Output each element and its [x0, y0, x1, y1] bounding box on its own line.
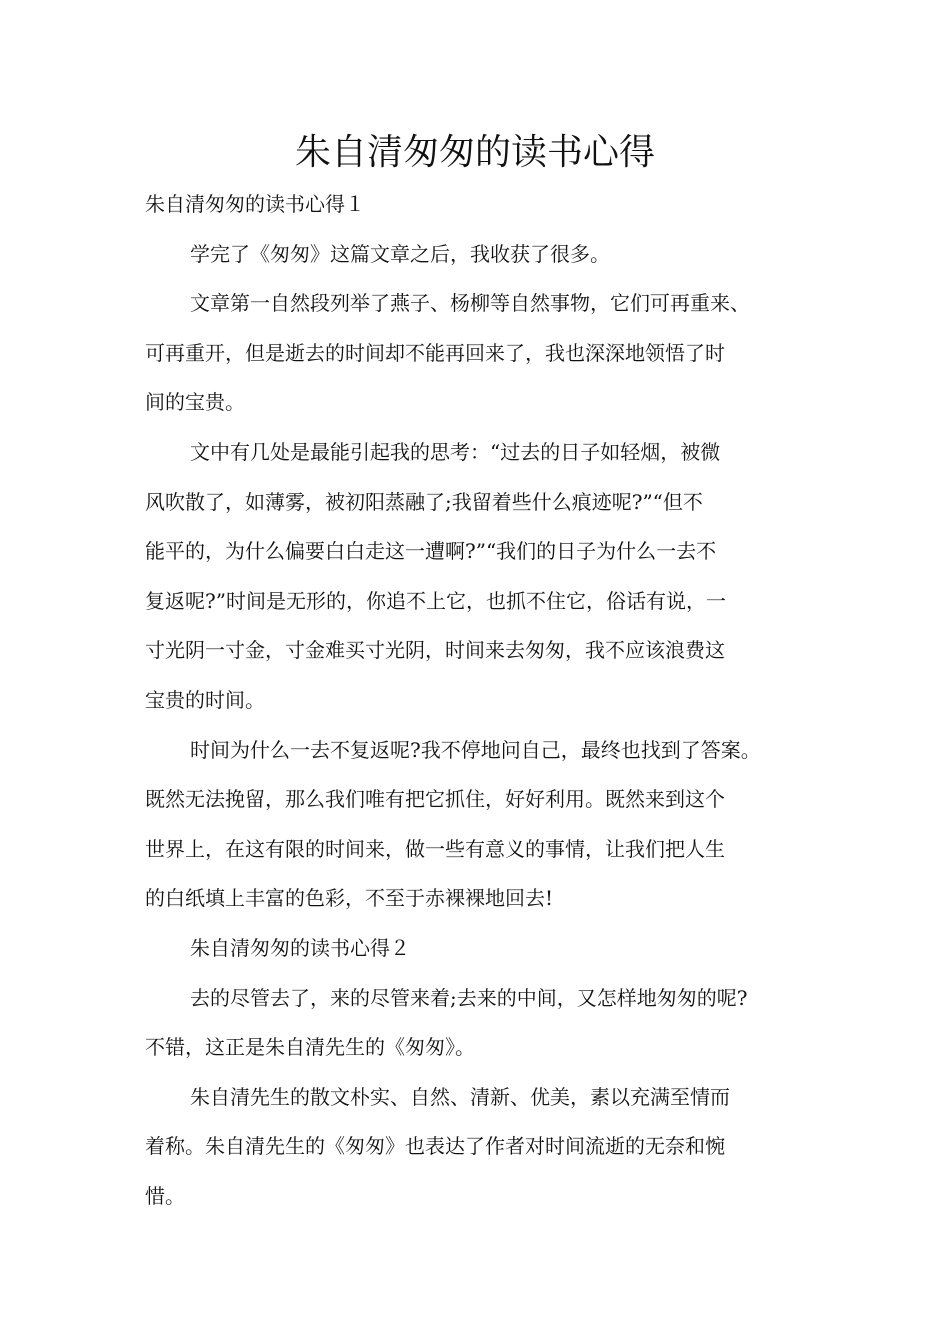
paragraph-line: 朱自清先生的散文朴实、自然、清新、优美，素以充满至情而	[190, 1084, 730, 1109]
paragraph-line: 时间为什么一去不复返呢?我不停地问自己，最终也找到了答案。	[190, 737, 761, 762]
paragraph-line: 可再重开，但是逝去的时间却不能再回来了，我也深深地领悟了时	[145, 340, 725, 365]
document-body	[145, 180, 825, 1221]
paragraph-line: 惜。	[145, 1183, 185, 1208]
paragraph-line: 寸光阴一寸金，寸金难买寸光阴，时间来去匆匆，我不应该浪费这	[145, 638, 725, 663]
paragraph-line: 文中有几处是最能引起我的思考：“过去的日子如轻烟，被微	[190, 439, 721, 464]
paragraph-line: 能平的，为什么偏要白白走这一遭啊?”“我们的日子为什么一去不	[145, 539, 717, 564]
paragraph-line: 着称。朱自清先生的《匆匆》也表达了作者对时间流逝的无奈和惋	[145, 1134, 725, 1159]
paragraph-line: 不错，这正是朱自清先生的《匆匆》。	[145, 1035, 475, 1060]
paragraph-line: 既然无法挽留，那么我们唯有把它抓住，好好利用。既然来到这个	[145, 787, 725, 812]
paragraph-line: 风吹散了，如薄雾，被初阳蒸融了;我留着些什么痕迹呢?”“但不	[145, 489, 703, 514]
paragraph-line: 世界上，在这有限的时间来，做一些有意义的事情，让我们把人生	[145, 836, 725, 861]
paragraph-line: 的白纸填上丰富的色彩，不至于赤裸裸地回去!	[145, 886, 554, 911]
paragraph-line: 间的宝贵。	[145, 390, 245, 415]
section-heading-2: 朱自清匆匆的读书心得２	[190, 935, 410, 960]
paragraph-line: 复返呢?”时间是无形的，你追不上它，也抓不住它，俗话有说，一	[145, 588, 726, 613]
section-heading-1: 朱自清匆匆的读书心得１	[145, 192, 365, 216]
paragraph-line: 去的尽管去了，来的尽管来着;去来的中间，又怎样地匆匆的呢?	[190, 985, 748, 1010]
paragraph-line: 学完了《匆匆》这篇文章之后，我收获了很多。	[190, 241, 610, 266]
document-title: 朱自清匆匆的读书心得	[294, 132, 655, 173]
paragraph-line: 文章第一自然段列举了燕子、杨柳等自然事物，它们可再重来、	[190, 291, 750, 316]
paragraph-line: 宝贵的时间。	[145, 687, 265, 712]
